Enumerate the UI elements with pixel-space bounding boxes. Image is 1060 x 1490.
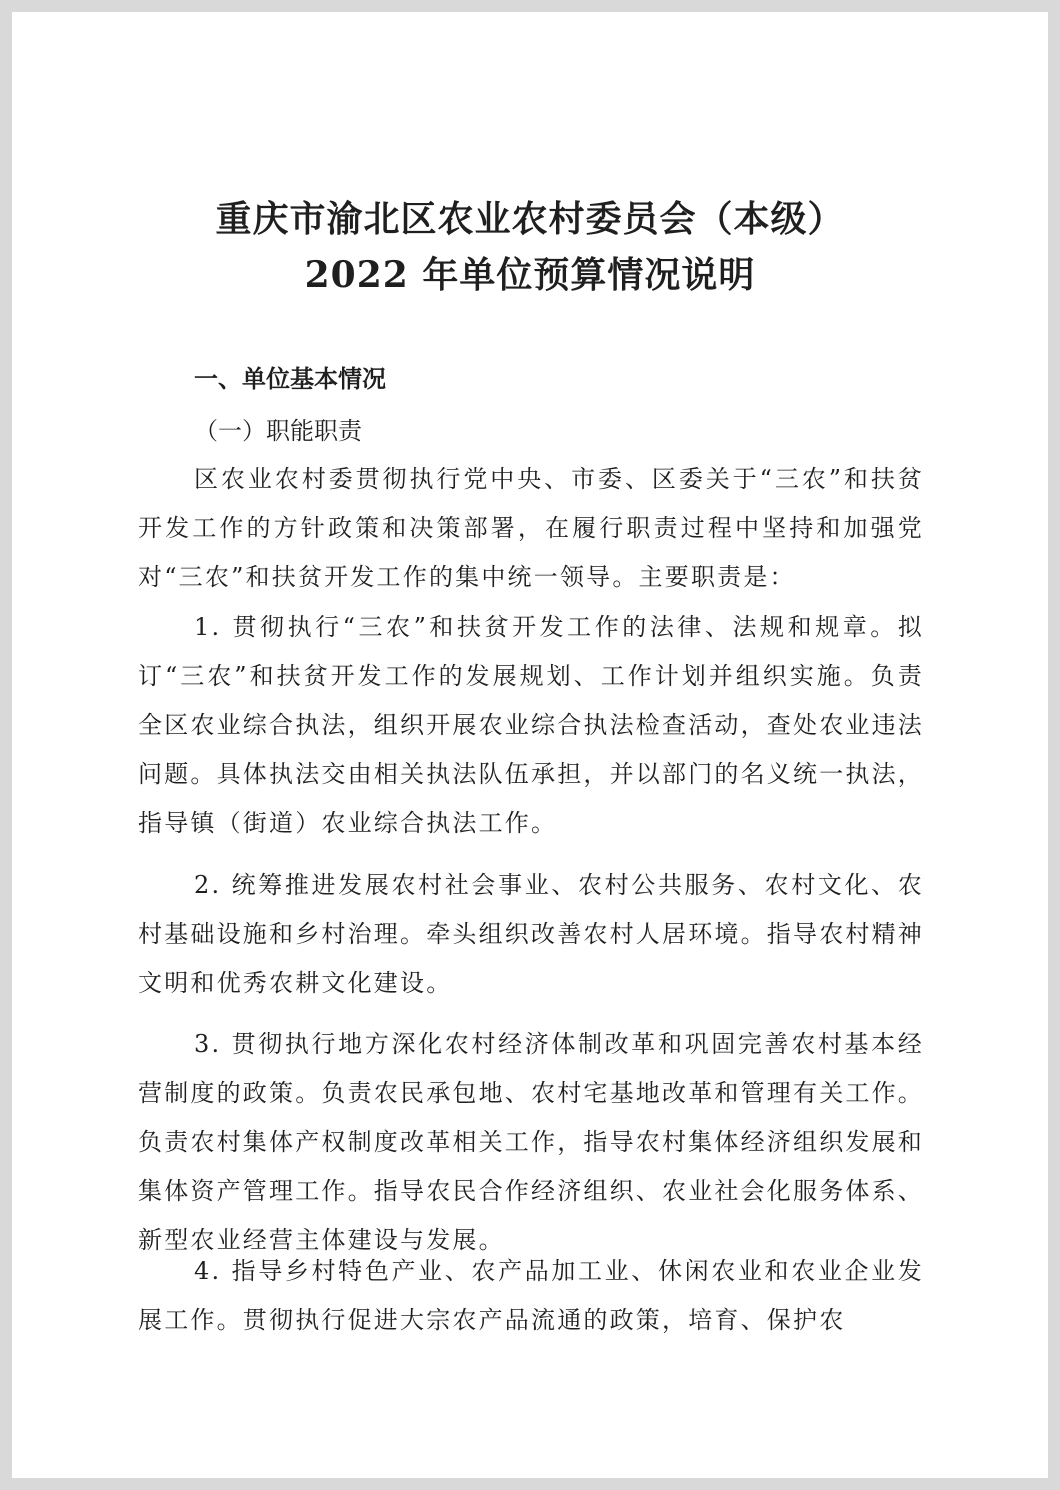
paragraph-item-2: 2. 统筹推进发展农村社会事业、农村公共服务、农村文化、农村基础设施和乡村治理。牵头组织改善农村人居环境。指导农村精神文明和优秀农耕文化建设。 xyxy=(138,871,924,997)
subsection-heading: （一）职能职责 xyxy=(194,417,362,445)
document-title-line2: 2022 年单位预算情况说明 xyxy=(304,254,756,296)
section-heading: 一、单位基本情况 xyxy=(194,365,386,393)
document-page xyxy=(12,12,1048,1478)
paragraph-item-1: 1. 贯彻执行“三农”和扶贫开发工作的法律、法规和规章。拟订“三农”和扶贫开发工作的发展规划、工作计划并组织实施。负责全区农业综合执法，组织开展农业综合执法检查活动，查处农业违法问题。具体执法交由相关执法队伍承担，并以部门的名义统一执法，指导镇（街道）农业综合执法工作。 xyxy=(138,613,924,837)
document-title-line1: 重庆市渝北区农业农村委员会（本级） xyxy=(215,198,845,240)
paragraph-item-3: 3. 贯彻执行地方深化农村经济体制改革和巩固完善农村基本经营制度的政策。负责农民承包地、农村宅基地改革和管理有关工作。负责农村集体产权制度改革相关工作，指导农村集体经济组织发展和集体资产管理工作。指导农民合作经济组织、农业社会化服务体系、新型农业经营主体建设与发展。 xyxy=(138,1030,924,1254)
paragraph-intro: 区农业农村委贯彻执行党中央、市委、区委关于“三农”和扶贫开发工作的方针政策和决策部署，在履行职责过程中坚持和加强党对“三农”和扶贫开发工作的集中统一领导。主要职责是： xyxy=(138,465,924,591)
paragraph-item-4: 4. 指导乡村特色产业、农产品加工业、休闲农业和农业企业发展工作。贯彻执行促进大宗农产品流通的政策，培育、保护农 xyxy=(138,1257,924,1334)
